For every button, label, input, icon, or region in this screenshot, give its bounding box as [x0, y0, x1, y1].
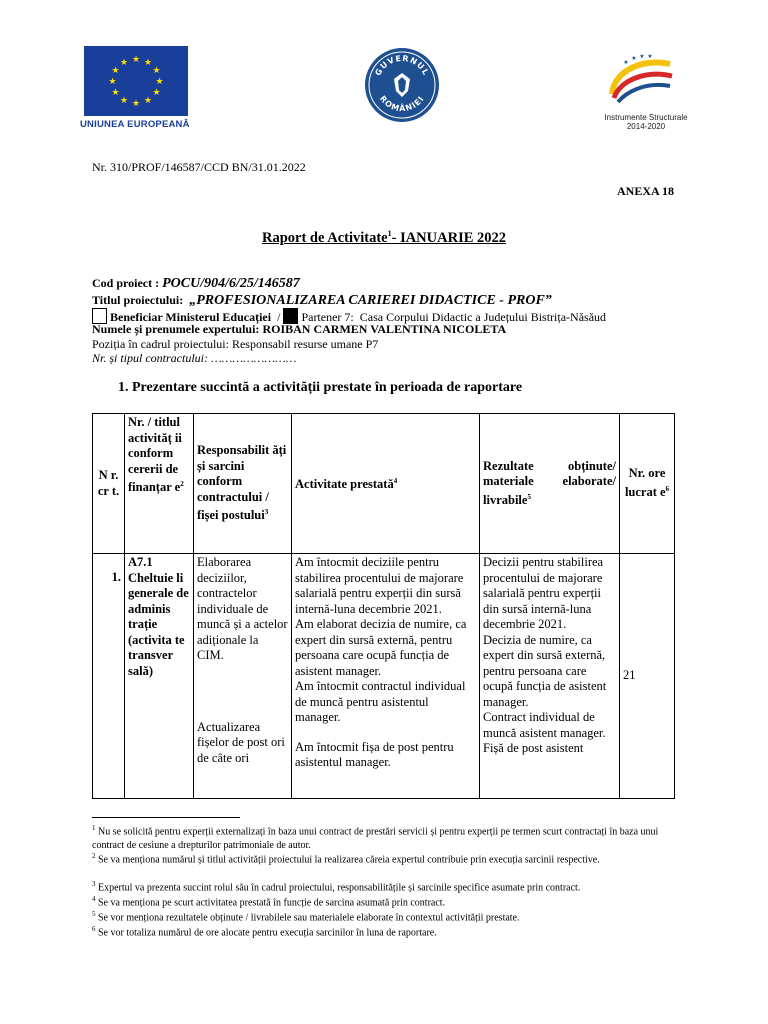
- header-responsabilitati: Responsabilit ăți și sarcini conform contractului / fișei postului$^3$: [194, 414, 292, 554]
- prestata-4: Am întocmit fișa de post pentru asistentul manager.: [295, 739, 454, 769]
- table-header-row: [93, 414, 675, 554]
- svg-text:★: ★: [647, 53, 653, 60]
- row-activitate-prestata: [292, 554, 480, 799]
- svg-text:★: ★: [143, 96, 153, 106]
- header-titlu-activitate: Nr. / titlul activităț ii conform cererii de finanțar $e^2$: [125, 414, 194, 554]
- eu-flag-logo: [84, 46, 188, 116]
- expert-value: ROIBAN CARMEN VALENTINA NICOLETA: [262, 322, 507, 336]
- titlu-line: [92, 293, 552, 309]
- titlu-value: „PROFESIONALIZAREA CARIEREI DIDACTICE - PROF”: [189, 293, 552, 308]
- document-number: Nr. 310/PROF/146587/CCD BN/31.01.2022: [92, 160, 306, 174]
- svg-text:★: ★: [631, 55, 637, 62]
- svg-text:★: ★: [623, 59, 629, 66]
- pozitia-line: Poziția în cadrul proiectului: Responsabil resurse umane P7: [92, 337, 379, 351]
- eu-caption: UNIUNEA EUROPEANĂ: [80, 119, 190, 130]
- rezultate-2: Decizia de numire, ca expert din sursă externă, pentru persoana care ocupă funcția de asistent manager.: [483, 632, 607, 709]
- partener-label: Partener 7:: [301, 310, 354, 324]
- svg-text:★: ★: [639, 53, 645, 60]
- header-nr-ore: Nr. ore lucrat $e^6$: [620, 414, 675, 554]
- seal-text-top: GUVERNUL: [373, 53, 431, 78]
- instrumente-structurale-logo: [604, 52, 680, 110]
- footnote-6: $^6$ Se vor totaliza numărul de ore alocate pentru execuția sarcinilor în luna de raportare.: [92, 925, 437, 939]
- expert-line: [92, 322, 506, 337]
- header-nr-crt: N r. cr t.: [93, 414, 125, 554]
- rezultate-4: Fișă de post asistent: [483, 741, 584, 755]
- is-caption-line1: Instrumente Structurale: [604, 113, 688, 122]
- svg-text:★: ★: [119, 58, 129, 68]
- svg-text:★: ★: [152, 88, 161, 98]
- expert-label: Numele și prenumele expertului:: [92, 322, 260, 336]
- table-row: [93, 554, 675, 799]
- titlu-label: Titlul proiectului:: [92, 293, 184, 307]
- prestata-1: Am întocmit deciziile pentru stabilirea procentului de majorare salarială pentru experții din sursă internă-luna decembrie 2021.: [295, 555, 464, 616]
- responsabilitati-1: Elaborarea deciziilor, contractelor individuale de muncă și a actelor adiționale la CIM.: [197, 555, 288, 662]
- footnote-4: $^4$ Se va menționa pe scurt activitatea prestată în funcție de sarcina asumată prin contract.: [92, 895, 446, 909]
- title-rest: - IANUARIE 2022: [391, 229, 507, 246]
- svg-text:★: ★: [143, 58, 153, 68]
- prestata-3: Am întocmit contractul individual de muncă pentru asistentul manager.: [295, 679, 466, 724]
- row-ore: 21: [620, 554, 675, 799]
- svg-text:★: ★: [119, 96, 129, 106]
- footnote-2: $^2$ Se va menționa numărul și titlul activității proiectului la realizarea căreia expertul contribuie prin execuția sarcinii respective.: [92, 852, 600, 866]
- beneficiar-line: Beneficiar Ministerul Educației / Partener 7: Casa Corpului Didactic a Județului Bistrița-Năsăud: [92, 308, 606, 325]
- cod-label: Cod proiect :: [92, 276, 160, 290]
- annex-label: ANEXA 18: [616, 184, 674, 198]
- footnote-1: $^1$ Nu se solicită pentru experții externalizați în baza unui contract de prestări servicii și pentru experții pe termen scurt contractați în baza unui contract de cesiune a drepturilor patrimoniale de autor.: [92, 824, 659, 852]
- header-rezultate: Rezultate obținute/ materiale elaborate/ livrabile$^5$: [480, 414, 620, 554]
- row-rezultate: [480, 554, 620, 799]
- footnote-3: $^3$ Expertul va prezenta succint rolul său în cadrul proiectului, responsabilitățile și sarcinile specifice asumate prin contract.: [92, 880, 581, 894]
- svg-text:★: ★: [111, 66, 120, 76]
- cod-proiect-line: [92, 276, 300, 292]
- svg-text:★: ★: [111, 88, 120, 98]
- rezultate-1: Decizii pentru stabilirea procentului de majorare salarială pentru experții din sursă internă-luna decembrie 2021.: [483, 555, 604, 631]
- header-activitate-prestata: Activitate prestată$^4$: [292, 414, 480, 554]
- cod-value: POCU/904/6/25/146587: [162, 276, 300, 291]
- prestata-2: Am elaborat decizia de numire, ca expert din sursă externă, pentru persoana care ocupă funcția de asistent manager.: [295, 617, 467, 678]
- seal-text-bottom: ROMÂNIEI: [377, 94, 427, 114]
- title-text: Raport de Activitate: [261, 229, 388, 246]
- section-heading: 1. Prezentare succintă a activității prestate în perioada de raportare: [118, 380, 523, 395]
- activity-report-table: [92, 413, 675, 799]
- footnote-separator: [92, 817, 240, 818]
- row-responsabilitati: [194, 554, 292, 799]
- title-sup: 1: [387, 229, 392, 238]
- svg-text:★: ★: [155, 77, 164, 87]
- svg-text:★: ★: [131, 99, 141, 109]
- footnote-5: $^5$ Se vor menționa rezultatele obținute / livrabilele sau materialele elaborate în contextul activității prestate.: [92, 910, 520, 924]
- svg-text:★: ★: [152, 66, 161, 76]
- partener-value: Casa Corpului Didactic a Județului Bistrița-Năsăud: [359, 310, 607, 324]
- row-nr: 1.: [93, 554, 125, 799]
- svg-text:★: ★: [108, 77, 117, 87]
- svg-text:★: ★: [131, 55, 141, 65]
- is-caption-line2: 2014-2020: [626, 122, 666, 131]
- responsabilitati-2: Actualizarea fișelor de post ori de câte ori: [197, 719, 285, 765]
- beneficiar-label: Beneficiar Ministerul Educației: [110, 310, 272, 324]
- contract-line: Nr. și tipul contractului: ……………………: [92, 351, 297, 365]
- report-title: [0, 229, 768, 247]
- instrumente-structurale-caption: [596, 113, 696, 131]
- guvernul-romaniei-seal: [364, 47, 440, 123]
- row-activitate: A7.1 Cheltuie li generale de adminis trație (activita te transver sală): [125, 554, 194, 799]
- rezultate-3: Contract individual de muncă asistent manager.: [483, 710, 606, 740]
